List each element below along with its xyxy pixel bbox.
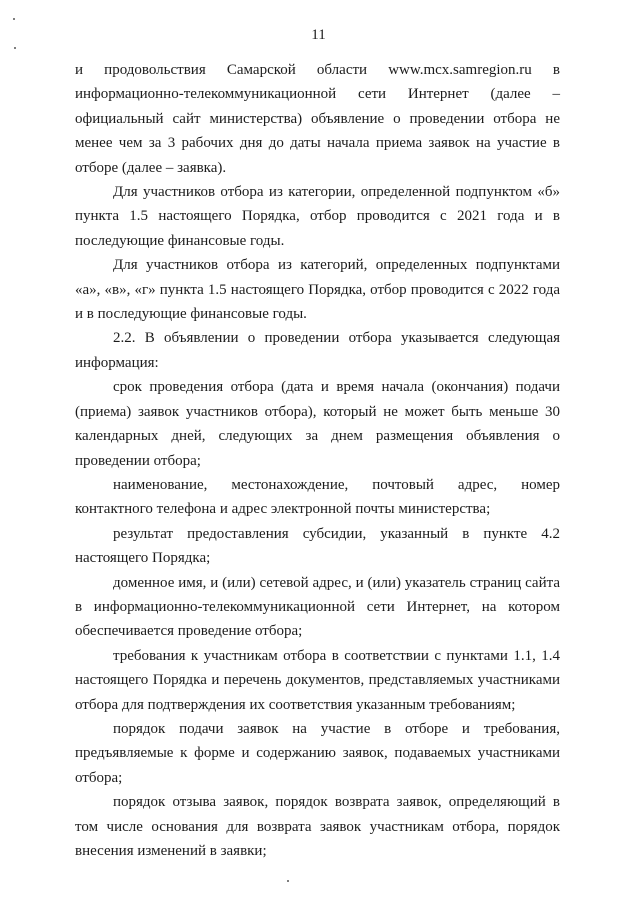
paragraph: 2.2. В объявлении о проведении отбора указывается следующая информация: bbox=[75, 330, 560, 371]
scan-speck bbox=[287, 880, 289, 882]
paragraph: порядок отзыва заявок, порядок возврата заявок, определяющий в том числе основания для возврата заявок участникам отбора, порядок внесения изменений в заявки; bbox=[75, 794, 560, 859]
scan-speck bbox=[13, 18, 15, 20]
paragraph: срок проведения отбора (дата и время начала (окончания) подачи (приема) заявок участников отбора), который не может быть меньше 30 календарных дней, следующих за днем размещения объявления о проведении отбора; bbox=[75, 379, 560, 469]
paragraph: результат предоставления субсидии, указанный в пункте 4.2 настоящего Порядка; bbox=[75, 525, 560, 567]
page-number: 11 bbox=[311, 27, 326, 43]
paragraph: Для участников отбора из категорий, определенных подпунктами «а», «в», «г» пункта 1.5 настоящего Порядка, отбор проводится с 2022 года и в последующие финансовые годы. bbox=[75, 257, 560, 323]
paragraph: Для участников отбора из категории, определенной подпунктом «б» пункта 1.5 настоящего Порядка, отбор проводится с 2021 года и в последующие финансовые годы. bbox=[75, 184, 560, 249]
paragraph: порядок подачи заявок на участие в отборе и требования, предъявляемые к форме и содержанию заявок, подаваемых участниками отбора; bbox=[75, 720, 560, 786]
paragraph: требования к участникам отбора в соответствии с пунктами 1.1, 1.4 настоящего Порядка и перечень документов, представляемых участниками отбора для подтверждения их соответствия указанным требованиям; bbox=[75, 647, 560, 713]
paragraph: доменное имя, и (или) сетевой адрес, и (или) указатель страниц сайта в информационно-телекоммуникационной сети Интернет, на котором обеспечивается проведение отбора; bbox=[75, 574, 560, 640]
paragraph: и продовольствия Самарской области www.mcx.samregion.ru в информационно-телекоммуникационной сети Интернет (далее – официальный сайт министерства) объявление о проведении отбора не менее чем за 3 рабочих дня до даты начала приема заявок на участие в отборе (далее – заявка). bbox=[75, 62, 560, 176]
document-body bbox=[75, 58, 560, 863]
paragraph: наименование, местонахождение, почтовый адрес, номер контактного телефона и адрес электронной почты министерства; bbox=[75, 476, 560, 518]
scan-speck bbox=[14, 47, 16, 49]
